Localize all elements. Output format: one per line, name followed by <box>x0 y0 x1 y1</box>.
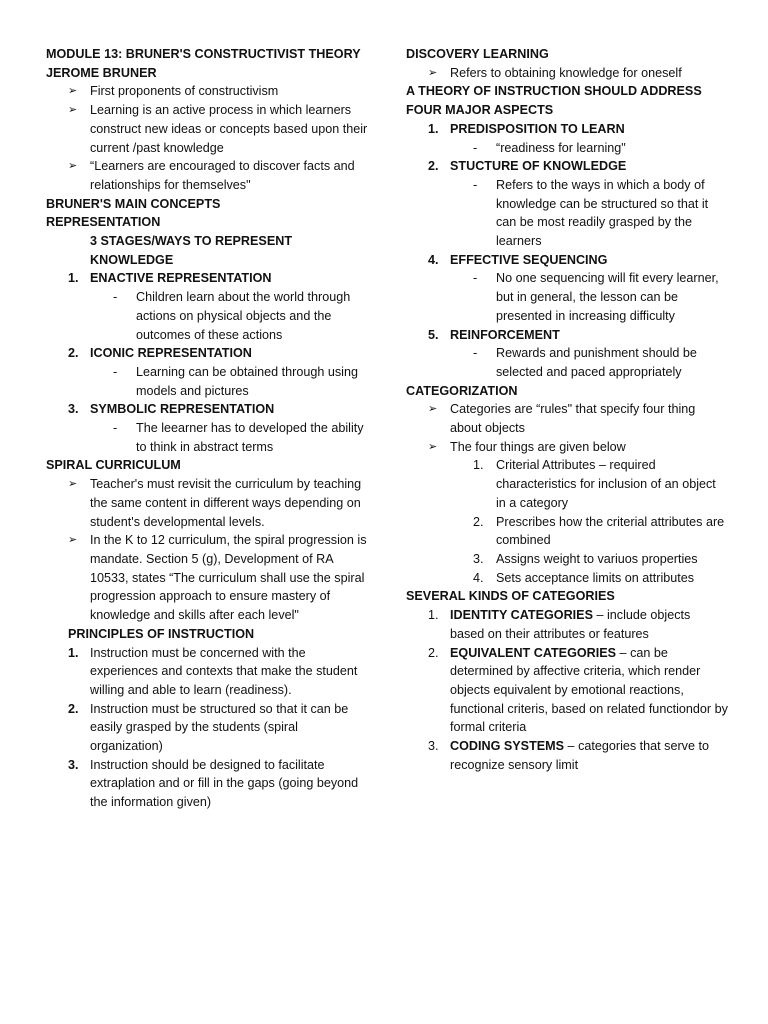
arrow-bullet-icon: ➢ <box>428 403 438 416</box>
arrow-bullet-icon: ➢ <box>428 440 438 453</box>
numbered-sub-item: 2. Prescribes how the criterial attributes are combined <box>473 514 725 548</box>
sub-item: - No one sequencing will fit every learner, but in general, the lesson can be presented in increasing difficulty <box>473 271 719 323</box>
section-heading: REPRESENTATION <box>46 215 161 230</box>
list-item: ➢ In the K to 12 curriculum, the spiral progression is mandate. Section 5 (g), Development of RA 10533, states “The curriculum shall use the spiral progression approach to ensure mastery of knowledge and skills after each level" <box>68 533 367 623</box>
arrow-bullet-icon: ➢ <box>68 160 78 173</box>
sub-item: - Learning can be obtained through using models and pictures <box>113 364 358 398</box>
numbered-item: 4. EFFECTIVE SEQUENCING <box>428 252 608 267</box>
sub-item: - The leearner has to developed the ability to think in abstract terms <box>113 421 364 454</box>
arrow-bullet-icon: ➢ <box>68 85 78 98</box>
section-heading: BRUNER'S MAIN CONCEPTS <box>46 196 221 211</box>
numbered-item: 1. Instruction must be concerned with the experiences and contexts that make the student willing and able to learn (readiness). <box>68 645 358 697</box>
left-column <box>46 45 368 812</box>
numbered-sub-item: 4. Sets acceptance limits on attributes <box>473 570 695 585</box>
list-item: ➢ Categories are “rules" that specify four thing about objects <box>428 402 696 436</box>
numbered-item: 3. Instruction should be designed to facilitate extraplation and or fill in the gaps (going beyond the information given) <box>68 757 359 810</box>
list-item: ➢ First proponents of constructivism <box>46 82 368 101</box>
arrow-bullet-icon: ➢ <box>428 66 438 79</box>
subsection-heading: 3 STAGES/WAYS TO REPRESENT KNOWLEDGE <box>90 234 293 267</box>
numbered-item: 1. IDENTITY CATEGORIES – include objects based on their attributes or features <box>428 608 691 641</box>
numbered-sub-item: 1. Criterial Attributes – required characteristics for inclusion of an object in a category <box>473 458 716 510</box>
numbered-sub-item: 3. Assigns weight to variuos properties <box>473 551 698 566</box>
numbered-item: 2. STUCTURE OF KNOWLEDGE <box>428 159 627 174</box>
numbered-item: 1. ENACTIVE REPRESENTATION <box>68 271 272 286</box>
dash-bullet-icon: - <box>473 346 478 361</box>
list-item: ➢ Teacher's must revisit the curriculum by teaching the same content in different ways depending on student's developmental levels. <box>68 477 362 529</box>
numbered-item: 3. SYMBOLIC REPRESENTATION <box>68 402 275 417</box>
numbered-item: 5. REINFORCEMENT <box>428 327 560 342</box>
section-heading: A THEORY OF INSTRUCTION SHOULD ADDRESS FOUR MAJOR ASPECTS <box>406 84 702 118</box>
numbered-item: 2. ICONIC REPRESENTATION <box>68 346 252 361</box>
list-item: ➢ Learning is an active process in which learners construct new ideas or concepts based upon their current /past knowledge <box>68 103 368 155</box>
arrow-bullet-icon: ➢ <box>68 534 78 547</box>
dash-bullet-icon: - <box>113 421 118 436</box>
numbered-item: 2. Instruction must be structured so that it can be easily grasped by the students (spiral organization) <box>68 701 349 754</box>
section-heading: SEVERAL KINDS OF CATEGORIES <box>406 589 615 604</box>
list-item: ➢ “Learners are encouraged to discover facts and relationships for themselves" <box>68 159 355 192</box>
section-heading: SPIRAL CURRICULUM <box>46 458 181 473</box>
sub-item: - “readiness for learning" <box>406 139 728 158</box>
list-item: ➢ Refers to obtaining knowledge for oneself <box>406 64 728 83</box>
sub-item: - Refers to the ways in which a body of knowledge can be structured so that it can be most readily grasped by the learners <box>473 177 709 249</box>
sub-item: - Children learn about the world through actions on physical objects and the outcomes of these actions <box>113 290 351 342</box>
numbered-item: 1. PREDISPOSITION TO LEARN <box>428 121 625 136</box>
dash-bullet-icon: - <box>113 364 118 379</box>
dash-bullet-icon: - <box>113 290 118 305</box>
arrow-bullet-icon: ➢ <box>68 478 78 491</box>
dash-bullet-icon: - <box>473 140 478 155</box>
numbered-item: 3. CODING SYSTEMS – categories that serve to recognize sensory limit <box>428 739 709 772</box>
section-heading: CATEGORIZATION <box>406 383 518 398</box>
module-title: MODULE 13: BRUNER'S CONSTRUCTIVIST THEORY <box>46 47 361 61</box>
list-item: ➢ The four things are given below <box>406 438 728 457</box>
sub-item: - Rewards and punishment should be selected and paced appropriately <box>473 346 697 379</box>
dash-bullet-icon: - <box>473 177 478 192</box>
section-heading: DISCOVERY LEARNING <box>406 47 549 61</box>
subsection-heading: PRINCIPLES OF INSTRUCTION <box>68 626 255 641</box>
numbered-item: 2. EQUIVALENT CATEGORIES – can be determined by affective criteria, which render objects equivalent by emotional reactions, functional criteris, based on related functiondor by formal criteria <box>428 645 728 735</box>
dash-bullet-icon: - <box>473 271 478 286</box>
author-heading: JEROME BRUNER <box>46 65 157 80</box>
right-column <box>406 45 728 774</box>
arrow-bullet-icon: ➢ <box>68 104 78 117</box>
